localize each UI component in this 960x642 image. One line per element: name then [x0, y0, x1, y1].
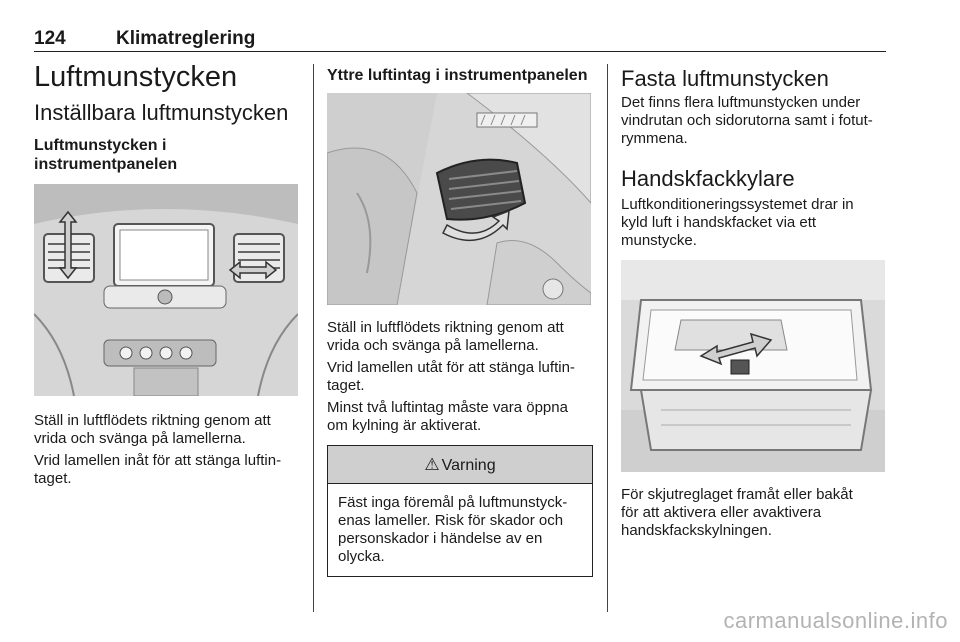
column-3 — [621, 66, 887, 540]
paragraph — [621, 94, 887, 148]
paragraph — [327, 359, 593, 395]
paragraph — [327, 319, 593, 355]
heading-line: instrumentpanelen — [34, 156, 178, 173]
text-line: För skjutreglaget framåt eller bakåt — [621, 486, 853, 503]
column-2 — [327, 66, 593, 577]
paragraph — [34, 452, 300, 488]
text-line: Ställ in luftflödets riktning genom att — [327, 319, 564, 336]
glovebox-cooler-illustration — [621, 260, 885, 472]
paragraph — [327, 399, 593, 435]
section-heading: Fasta luftmunstycken — [621, 66, 829, 91]
warning-header — [328, 446, 592, 484]
text-line: Minst två luftintag måste vara öppna — [327, 399, 568, 416]
text-line: personskador i händelse av en — [338, 530, 543, 547]
outer-vent-drawing — [327, 93, 591, 305]
text-line: taget. — [327, 377, 365, 394]
text-line: Vrid lamellen inåt för att stänga luftin‐ — [34, 452, 282, 469]
text-line: rymmena. — [621, 130, 688, 147]
warning-box — [327, 445, 593, 577]
heading-line: Luftmunstycken i — [34, 137, 167, 154]
subsubsection-heading — [34, 136, 300, 174]
text-line: olycka. — [338, 548, 385, 565]
warning-body — [328, 484, 592, 576]
paragraph — [621, 196, 887, 250]
text-line: munstycke. — [621, 232, 697, 249]
column-1 — [34, 60, 300, 488]
column-divider — [313, 64, 314, 612]
outer-vent-illustration — [327, 93, 591, 305]
section-heading: Luftmunstycken — [34, 61, 238, 93]
text-line: Vrid lamellen utåt för att stänga luftin‐ — [327, 359, 575, 376]
watermark: carmanualsonline.info — [723, 608, 948, 633]
subsubsection-heading: Yttre luftintag i instrumentpanelen — [327, 67, 588, 84]
text-line: taget. — [34, 470, 72, 487]
text-line: Luftkonditioneringssystemet drar in — [621, 196, 854, 213]
text-line: om kylning är aktiverat. — [327, 417, 482, 434]
text-line: Ställ in luftflödets riktning genom att — [34, 412, 271, 429]
page-number: 124 — [34, 28, 66, 49]
text-line: vindrutan och sidorutorna samt i fotut‐ — [621, 112, 873, 129]
subsection-heading: Inställbara luftmunstycken — [34, 100, 289, 125]
text-line: vrida och svänga på lamellerna. — [327, 337, 539, 354]
section-heading: Handskfackkylare — [621, 166, 795, 191]
text-line: handskfackskylningen. — [621, 522, 772, 539]
warning-triangle-icon: ⚠ — [424, 455, 440, 474]
dashboard-vents-illustration — [34, 184, 298, 396]
text-line: kyld luft i handskfacket via ett — [621, 214, 817, 231]
dashboard-vents-drawing — [34, 184, 298, 396]
text-line: för att aktivera eller avaktivera — [621, 504, 822, 521]
text-line: vrida och svänga på lamellerna. — [34, 430, 246, 447]
text-line: enas lameller. Risk för skador och — [338, 512, 564, 529]
text-line: Det finns flera luftmunstycken under — [621, 94, 861, 111]
column-divider — [607, 64, 608, 612]
chapter-title: Klimatreglering — [116, 28, 256, 49]
text-line: Fäst inga föremål på luftmunstyck‐ — [338, 494, 568, 511]
paragraph — [621, 486, 887, 540]
paragraph — [34, 412, 300, 448]
page-header — [34, 28, 886, 52]
glovebox-drawing — [621, 260, 885, 472]
warning-title: Varning — [441, 457, 496, 474]
